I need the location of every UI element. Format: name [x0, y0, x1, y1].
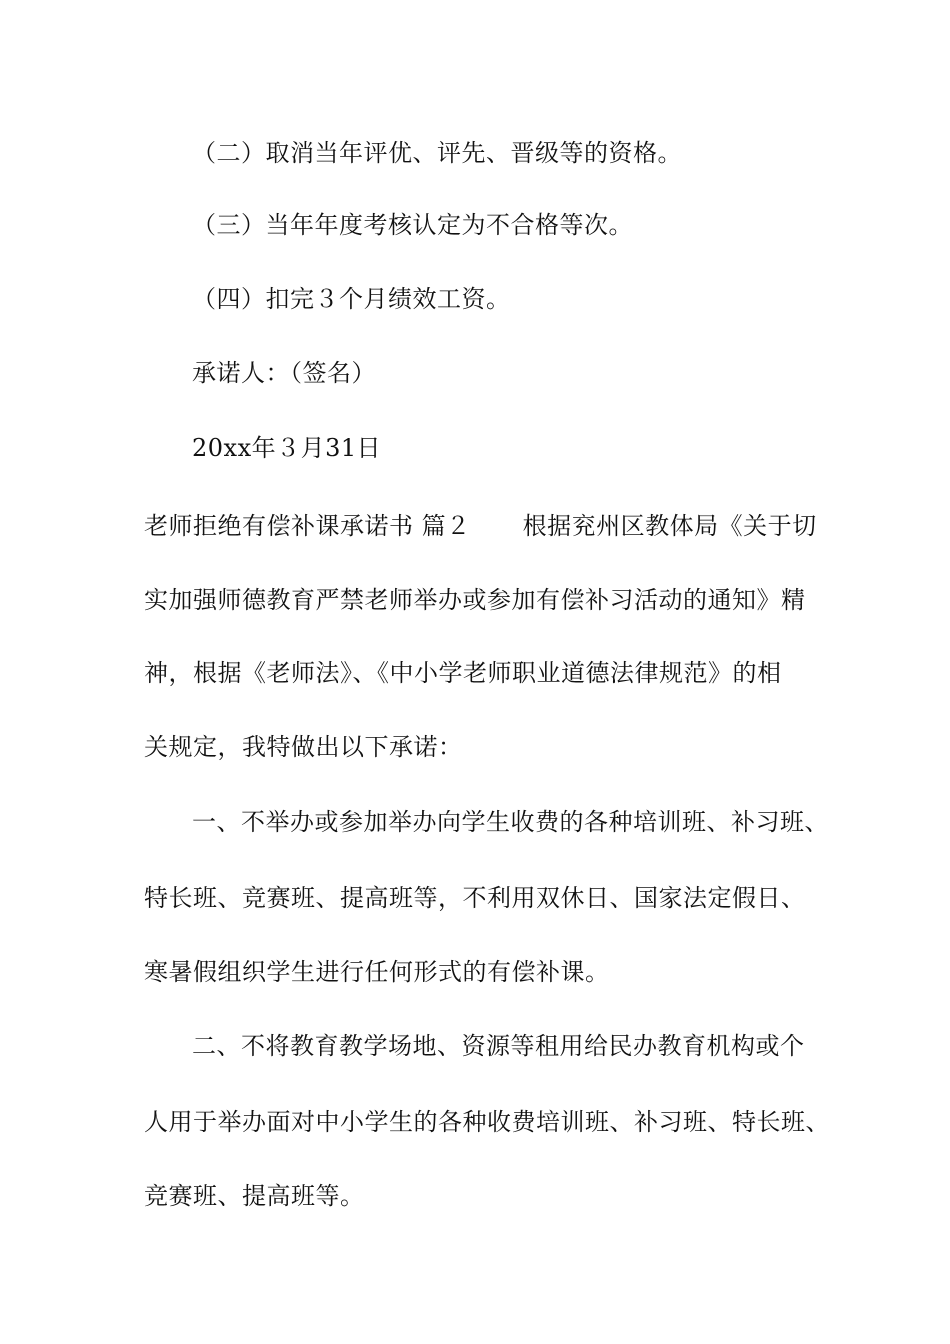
penalty-item-3: （三）当年年度考核认定为不合格等次。	[192, 211, 633, 239]
point-2-line: 二、不将教育教学场地、资源等租用给民办教育机构或个	[192, 1032, 805, 1060]
intro-line: 根据兖州区教体局《关于切	[522, 512, 817, 540]
section-2-title: 老师拒绝有偿补课承诺书 篇２	[144, 512, 471, 540]
intro-line: 实加强师德教育严禁老师举办或参加有偿补习活动的通知》精	[144, 586, 806, 614]
section-2-heading-line	[144, 510, 817, 542]
point-1-line: 寒暑假组织学生进行任何形式的有偿补课。	[144, 958, 610, 986]
date-line: 20xx年３月31日	[192, 434, 382, 462]
intro-line: 神，根据《老师法》、《中小学老师职业道德法律规范》的相	[144, 659, 782, 687]
point-1-line: 一、不举办或参加举办向学生收费的各种培训班、补习班、	[192, 808, 829, 836]
signature-line: 承诺人：（签名）	[192, 359, 376, 387]
intro-line: 关规定，我特做出以下承诺：	[144, 733, 463, 761]
point-2-line: 竞赛班、提高班等。	[144, 1182, 365, 1210]
point-1-line: 特长班、竞赛班、提高班等，不利用双休日、国家法定假日、	[144, 884, 806, 912]
penalty-item-2: （二）取消当年评优、评先、晋级等的资格。	[192, 139, 682, 167]
penalty-item-4: （四）扣完３个月绩效工资。	[192, 285, 511, 313]
point-2-line: 人用于举办面对中小学生的各种收费培训班、补习班、特长班、	[144, 1108, 830, 1136]
